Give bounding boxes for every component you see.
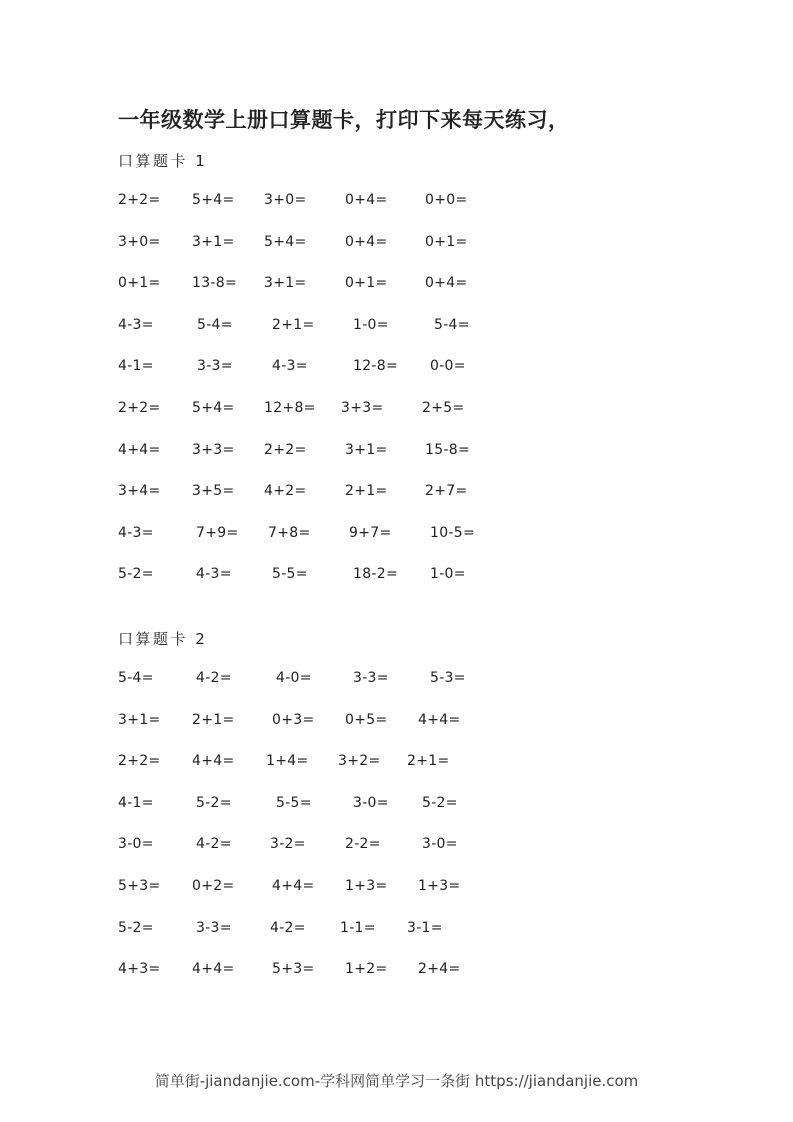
math-problem: 0+2= — [192, 878, 235, 894]
math-problem: 4+4= — [272, 878, 315, 894]
math-problem: 2+2= — [118, 753, 161, 770]
math-problem: 7+9= — [196, 524, 239, 541]
math-problem: 2+2= — [118, 400, 161, 416]
math-problem: 4+2= — [264, 483, 307, 500]
problem-row — [0, 795, 793, 815]
math-problem: 1+4= — [266, 753, 309, 770]
math-problem: 5-5= — [276, 794, 312, 811]
math-problem: 1-0= — [353, 316, 389, 333]
math-problem: 4-2= — [196, 670, 232, 686]
problem-row — [0, 275, 793, 295]
math-problem: 3+4= — [118, 483, 161, 500]
problem-row — [0, 753, 793, 773]
math-problem: 5-2= — [118, 566, 154, 583]
problem-row — [0, 525, 793, 545]
problem-row — [0, 442, 793, 462]
math-problem: 4+3= — [118, 961, 161, 978]
math-problem: 2+1= — [345, 483, 388, 500]
math-problem: 0+3= — [272, 711, 315, 728]
math-problem: 1+2= — [345, 961, 388, 978]
math-problem: 4-3= — [118, 316, 154, 333]
math-problem: 5-2= — [422, 794, 458, 811]
math-problem: 1-1= — [340, 919, 376, 936]
math-problem: 3+2= — [338, 753, 381, 770]
math-problem: 4-3= — [118, 524, 154, 541]
math-problem: 3-3= — [196, 919, 232, 936]
math-problem: 3+3= — [192, 441, 235, 458]
problem-row — [0, 712, 793, 732]
math-problem: 4-2= — [270, 919, 306, 936]
math-problem: 7+8= — [268, 524, 311, 541]
math-problem: 0+1= — [118, 275, 161, 292]
math-problem: 4-1= — [118, 358, 154, 375]
math-problem: 0+4= — [345, 192, 388, 208]
math-problem: 3+1= — [192, 233, 235, 250]
problem-row — [0, 483, 793, 503]
problem-row — [0, 234, 793, 254]
math-problem: 2+2= — [118, 192, 161, 208]
math-problem: 5+4= — [192, 192, 235, 208]
math-problem: 0+4= — [345, 233, 388, 250]
problem-row — [0, 400, 793, 420]
math-problem: 4-3= — [196, 566, 232, 583]
math-problem: 1+3= — [418, 878, 461, 894]
math-problem: 5-2= — [118, 919, 154, 936]
math-problem: 4+4= — [118, 441, 161, 458]
math-problem: 3-3= — [197, 358, 233, 375]
math-problem: 2+5= — [422, 400, 465, 416]
math-problem: 15-8= — [425, 441, 471, 458]
card-1-heading: 口算题卡 1 — [118, 152, 208, 170]
math-problem: 4+4= — [192, 961, 235, 978]
math-problem: 2+2= — [264, 441, 307, 458]
math-problem: 4-1= — [118, 794, 154, 811]
math-problem: 5-3= — [430, 670, 466, 686]
math-problem: 3+1= — [118, 711, 161, 728]
math-problem: 3+3= — [341, 400, 384, 416]
math-problem: 2+4= — [418, 961, 461, 978]
math-problem: 0+4= — [425, 275, 468, 292]
problem-row — [0, 358, 793, 378]
problem-row — [0, 670, 793, 690]
math-problem: 4+4= — [192, 753, 235, 770]
math-problem: 0+1= — [425, 233, 468, 250]
math-problem: 3+1= — [345, 441, 388, 458]
math-problem: 3+5= — [192, 483, 235, 500]
math-problem: 2+7= — [425, 483, 468, 500]
problem-row — [0, 878, 793, 898]
math-problem: 4+4= — [418, 711, 461, 728]
math-problem: 12+8= — [264, 400, 316, 416]
math-problem: 5-4= — [197, 316, 233, 333]
math-problem: 9+7= — [349, 524, 392, 541]
problem-row — [0, 961, 793, 981]
math-problem: 3-0= — [118, 836, 154, 853]
problem-row — [0, 836, 793, 856]
math-problem: 18-2= — [353, 566, 399, 583]
math-problem: 1+3= — [345, 878, 388, 894]
footer-text: 简单街-jiandanjie.com-学科网简单学习一条街 https://jiandanjie.com — [154, 1072, 639, 1090]
math-problem: 3-0= — [353, 794, 389, 811]
math-problem: 5+3= — [118, 878, 161, 894]
math-problem: 2+1= — [407, 753, 450, 770]
math-problem: 0+5= — [345, 711, 388, 728]
math-problem: 3+0= — [264, 192, 307, 208]
math-problem: 0-0= — [430, 358, 466, 375]
math-problem: 3-3= — [353, 670, 389, 686]
problem-row — [0, 317, 793, 337]
math-problem: 4-2= — [196, 836, 232, 853]
math-problem: 13-8= — [192, 275, 238, 292]
math-problem: 5+4= — [192, 400, 235, 416]
math-problem: 12-8= — [353, 358, 399, 375]
math-problem: 3+1= — [264, 275, 307, 292]
math-problem: 5-4= — [434, 316, 470, 333]
math-problem: 2+1= — [272, 316, 315, 333]
math-problem: 1-0= — [430, 566, 466, 583]
math-problem: 3+0= — [118, 233, 161, 250]
math-problem: 3-0= — [422, 836, 458, 853]
math-problem: 3-1= — [407, 919, 443, 936]
math-problem: 2+1= — [192, 711, 235, 728]
math-problem: 5-2= — [196, 794, 232, 811]
math-problem: 5-4= — [118, 670, 154, 686]
math-problem: 5-5= — [272, 566, 308, 583]
page-title: 一年级数学上册口算题卡，打印下来每天练习， — [118, 108, 570, 132]
math-problem: 5+4= — [264, 233, 307, 250]
card-2-heading: 口算题卡 2 — [118, 630, 208, 648]
math-problem: 4-0= — [276, 670, 312, 686]
problem-row — [0, 920, 793, 940]
math-problem: 0+1= — [345, 275, 388, 292]
problem-row — [0, 566, 793, 586]
math-problem: 3-2= — [270, 836, 306, 853]
problem-row — [0, 192, 793, 212]
math-problem: 2-2= — [345, 836, 381, 853]
math-problem: 0+0= — [425, 192, 468, 208]
math-problem: 4-3= — [272, 358, 308, 375]
math-problem: 5+3= — [272, 961, 315, 978]
math-problem: 10-5= — [430, 524, 476, 541]
